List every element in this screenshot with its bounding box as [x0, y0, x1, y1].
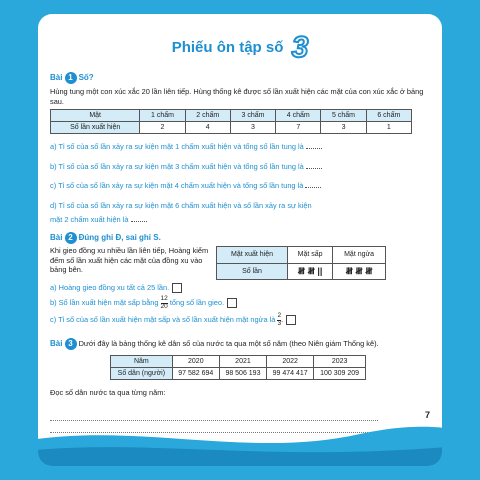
title-number: 3: [291, 31, 309, 64]
table-cell: 2: [140, 122, 185, 134]
fraction: [277, 313, 281, 327]
question-b-cont: tổng số lần gieo.: [169, 298, 225, 307]
exercise-number-badge: 3: [65, 338, 77, 350]
exercise-heading: Số?: [78, 72, 94, 82]
table-cell: 100 309 209: [314, 368, 366, 380]
table-cell: 2022: [267, 356, 314, 368]
exercise-intro: Hùng tung một con xúc xắc 20 lần liên tiếp. Hùng thống kê được số lần xuất hiện các mặt của con xúc xắc ở bảng sau.: [50, 87, 424, 106]
question-a: a) Hoàng gieo đồng xu tất cả 25 lần.: [50, 283, 170, 292]
question-a: a) Tỉ số của số lần xảy ra sự kiện mặt 1 chấm xuất hiện và tổng số lần tung là: [50, 142, 304, 151]
worksheet-page: [38, 14, 442, 466]
question-b: b) Số lần xuất hiện mặt sấp bằng: [50, 298, 159, 307]
fraction: [161, 296, 168, 310]
table-cell: 3 chấm: [230, 110, 275, 122]
population-table: [110, 355, 366, 380]
fraction-numerator: 12: [160, 295, 168, 303]
exercise-2: Bài 2 Đúng ghi Đ, sai ghi S. Khi gieo đồng xu nhiều lần liên tiếp, Hoàng kiểm đếm số lần xuất hiện các mặt của đồng xu vào bảng bên. Mặt xuất hiện Mặt sấp Mặt ngửa Số lần 𝍸 𝍸 || 𝍸 𝍸 𝍸 a) Hoàng gieo đồng xu tất cả 25 lần. b) Số lần xuất hiện mặt sấp bằng $\frac{12}{20}$ tổng số lần gieo. c) Tỉ số của số lần xuất hiện mặt sấp và số lần xuất hiện mặt ngửa là $\frac{2}{3}$ .: [50, 232, 430, 327]
question-d-cont: mặt 2 chấm xuất hiện là: [50, 215, 129, 224]
tally-marks: 𝍸 𝍸 𝍸: [333, 263, 386, 280]
fraction-numerator: 2: [277, 312, 282, 320]
answer-box[interactable]: [286, 315, 296, 325]
fraction-denominator: 3: [277, 319, 282, 327]
exercise-heading: Đúng ghi Đ, sai ghi S.: [78, 232, 161, 242]
fraction-denominator: 20: [160, 302, 168, 310]
question-c: c) Tỉ số của số lần xảy ra sự kiện mặt 4 chấm xuất hiện và tổng số lần tung là: [50, 181, 304, 190]
answer-blank[interactable]: [306, 142, 322, 149]
table-cell: 5 chấm: [321, 110, 366, 122]
answer-blank[interactable]: [131, 215, 147, 222]
table-cell: 7: [276, 122, 321, 134]
exercise-intro: Khi gieo đồng xu nhiều lần liên tiếp, Hoàng kiểm đếm số lần xuất hiện các mặt của đồng xu vào bảng bên.: [50, 246, 209, 274]
table-cell: Số lần: [217, 263, 288, 280]
decorative-wave: [38, 406, 442, 466]
exercise-1: [50, 72, 430, 225]
table-cell: 99 474 417: [267, 368, 314, 380]
table-cell: Mặt: [51, 110, 140, 122]
dice-table: [50, 109, 412, 134]
exercise-number-badge: 2: [65, 232, 77, 244]
table-cell: Mặt ngửa: [333, 247, 386, 264]
table-cell: 2023: [314, 356, 366, 368]
exercise-number-badge: 1: [65, 72, 77, 84]
table-cell: Năm: [111, 356, 173, 368]
table-cell: 97 582 694: [172, 368, 219, 380]
exercise-label: Bài: [50, 232, 63, 242]
question-b: b) Tỉ số của số lần xảy ra sự kiện mặt 3 chấm xuất hiện và tổng số lần tung là: [50, 161, 304, 171]
table-cell: Mặt xuất hiện: [217, 247, 288, 264]
table-cell: Mặt sấp: [288, 247, 333, 264]
page-title: [38, 31, 442, 64]
question-d: d) Tỉ số của số lần xảy ra sự kiện mặt 6 chấm xuất hiện và số lần xảy ra sự kiện: [50, 200, 312, 210]
answer-blank[interactable]: [305, 181, 321, 188]
tally-marks: 𝍸 𝍸 ||: [288, 263, 333, 280]
answer-blank[interactable]: [306, 162, 322, 169]
table-cell: 6 chấm: [366, 110, 411, 122]
table-cell: 1: [366, 122, 411, 134]
page-number: 7: [424, 410, 430, 420]
table-cell: 98 506 193: [219, 368, 266, 380]
table-cell: 2 chấm: [185, 110, 230, 122]
exercise-3: [50, 338, 430, 398]
table-cell: 2020: [172, 356, 219, 368]
answer-box[interactable]: [172, 283, 182, 293]
reading-prompt: Đọc số dân nước ta qua từng năm:: [50, 388, 166, 397]
answer-box[interactable]: [227, 298, 237, 308]
table-cell: 3: [321, 122, 366, 134]
table-cell: 4 chấm: [276, 110, 321, 122]
exercise-intro: Dưới đây là bảng thống kê dân số của nước ta qua một số năm (theo Niên giám Thống kê).: [78, 338, 379, 348]
title-text: Phiếu ôn tập số: [171, 38, 284, 56]
exercise-label: Bài: [50, 72, 63, 82]
table-cell: 2021: [219, 356, 266, 368]
question-c: c) Tỉ số của số lần xuất hiện mặt sấp và số lần xuất hiện mặt ngửa là: [50, 315, 276, 324]
exercise-label: Bài: [50, 338, 63, 348]
table-cell: 4: [185, 122, 230, 134]
table-cell: Số lần xuất hiện: [51, 122, 140, 134]
table-cell: 3: [230, 122, 275, 134]
coin-table: [216, 246, 386, 280]
table-cell: Số dân (người): [111, 368, 173, 380]
table-cell: 1 chấm: [140, 110, 185, 122]
